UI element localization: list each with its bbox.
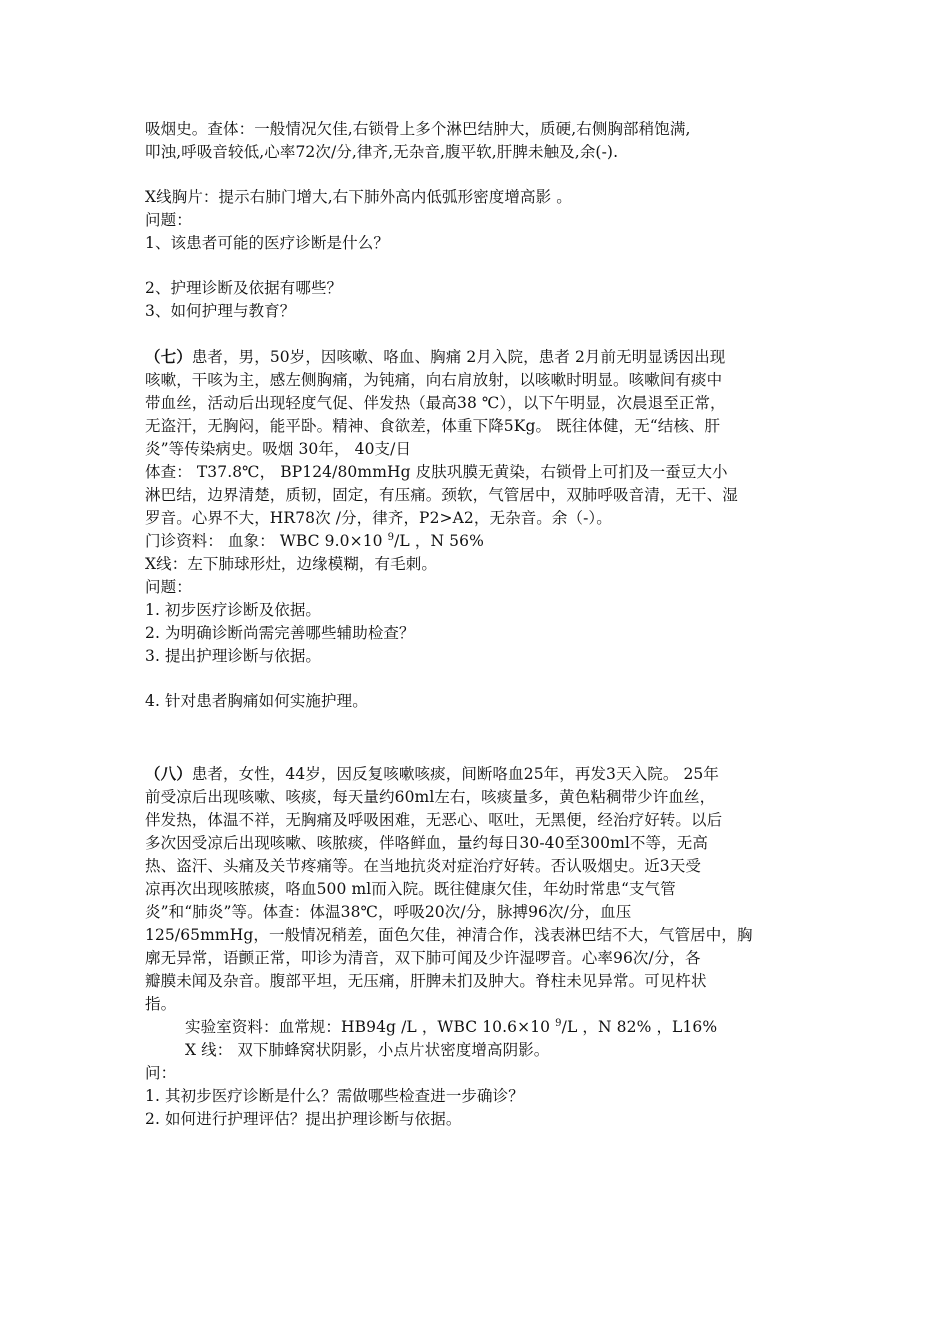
case8-line-5: 热、盗汗、头痛及关节疼痛等。在当地抗炎对症治疗好转。否认吸烟史。近3天受	[145, 857, 701, 875]
case6-xray: X线胸片：提示右肺门增大,右下肺外高内低弧形密度增高影 。	[145, 188, 572, 206]
case6-line-1: 吸烟史。查体：一般情况欠佳,右锁骨上多个淋巴结肿大，质硬,右侧胸部稍饱满,	[145, 120, 691, 138]
case8-question-1: 1. 其初步医疗诊断是什么？需做哪些检查进一步确诊？	[145, 1087, 524, 1105]
case8-line-2: 前受凉后出现咳嗽、咳痰，每天量约60ml左右，咳痰量多，黄色粘稠带少许血丝，	[145, 788, 716, 806]
case8-line-10: 瓣膜未闻及杂音。腹部平坦，无压痛，肝脾未扪及肿大。脊柱未见异常。可见杵状	[145, 972, 707, 990]
case7-label: （七）	[145, 347, 192, 366]
case8-lab: 实验室资料：血常规：HB94g /L ，WBC 10.6×10 $^9$/L ，N 82% ，L16%	[185, 1017, 718, 1036]
case7-line-2: 咳嗽，干咳为主，感左侧胸痛，为钝痛，向右肩放射，以咳嗽时明显。咳嗽间有痰中	[145, 371, 723, 389]
case8-line-11: 指。	[145, 995, 177, 1013]
case7-question-2: 2. 为明确诊断尚需完善哪些辅助检查？	[145, 624, 415, 642]
case7-line-5: 炎”等传染病史。吸烟 30年， 40支/日	[145, 440, 412, 458]
case8-line-7: 炎”和“肺炎”等。体查：体温38℃，呼吸20次/分，脉搏96次/分，血压	[145, 903, 632, 921]
case7-question-3: 3. 提出护理诊断与依据。	[145, 647, 322, 665]
document-page	[145, 118, 825, 1131]
case8-line-3: 伴发热，体温不祥，无胸痛及呼吸困难，无恶心、呕吐，无黑便，经治疗好转。以后	[145, 811, 723, 829]
case7-question-4: 4. 针对患者胸痛如何实施护理。	[145, 692, 368, 710]
case8-line-1: （八）患者，女性，44岁，因反复咳嗽咳痰，间断咯血25年，再发3天入院。 25年	[145, 764, 719, 783]
case6-question-2: 2、护理诊断及依据有哪些？	[145, 279, 343, 297]
case8-line-9: 廓无异常，语颤正常，叩诊为清音，双下肺可闻及少许湿啰音。心率96次/分，各	[145, 949, 701, 967]
case7-line-1: （七）患者，男，50岁，因咳嗽、咯血、胸痛 2月入院，患者 2月前无明显诱因出现	[145, 347, 726, 366]
case8-question-title: 问：	[145, 1064, 177, 1082]
case7-question-1: 1. 初步医疗诊断及依据。	[145, 601, 322, 619]
case6-line-2: 叩浊,呼吸音较低,心率72次/分,律齐,无杂音,腹平软,肝脾未触及,余(-).	[145, 143, 619, 161]
case8-line-8: 125/65mmHg，一般情况稍差，面色欠佳，神清合作，浅表淋巴结不大，气管居中，胸	[145, 926, 753, 944]
case7-line-4: 无盗汗，无胸闷，能平卧。精神、食欲差，体重下降5Kg。 既往体健，无“结核、肝	[145, 417, 721, 435]
case7-exam-3: 罗音。心界不大，HR78次 /分，律齐，P2>A2，无杂音。余（-）。	[145, 509, 612, 527]
case8-xray: X 线： 双下肺蜂窝状阴影，小点片状密度增高阴影。	[185, 1041, 550, 1059]
case7-question-title: 问题：	[145, 578, 192, 596]
case7-exam-2: 淋巴结，边界清楚，质韧，固定，有压痛。颈软，气管居中，双肺呼吸音清，无干、湿	[145, 486, 738, 504]
case8-label: （八）	[145, 764, 192, 783]
case7-xray: X线：左下肺球形灶，边缘模糊，有毛刺。	[145, 555, 437, 573]
case8-line-6: 凉再次出现咳脓痰，咯血500 ml而入院。既往健康欠佳，年幼时常患“支气管	[145, 880, 676, 898]
case6-question-3: 3、如何护理与教育？	[145, 302, 296, 320]
case8-line-4: 多次因受凉后出现咳嗽、咳脓痰，伴咯鲜血，量约每日30-40至300ml不等，无高	[145, 834, 708, 852]
case6-question-1: 1、该患者可能的医疗诊断是什么？	[145, 234, 389, 252]
case6-question-title: 问题：	[145, 211, 192, 229]
case7-line-3: 带血丝，活动后出现轻度气促、伴发热（最高38 ℃），以下午明显，次晨退至正常，	[145, 394, 726, 412]
case7-lab: 门诊资料： 血象： WBC 9.0×10 $^9$/L ，N 56%	[145, 531, 484, 550]
case7-exam-1: 体查： T37.8℃， BP124/80mmHg 皮肤巩膜无黄染，右锁骨上可扪及一蚕豆大小	[145, 463, 728, 481]
case8-question-2: 2. 如何进行护理评估？提出护理诊断与依据。	[145, 1110, 462, 1128]
